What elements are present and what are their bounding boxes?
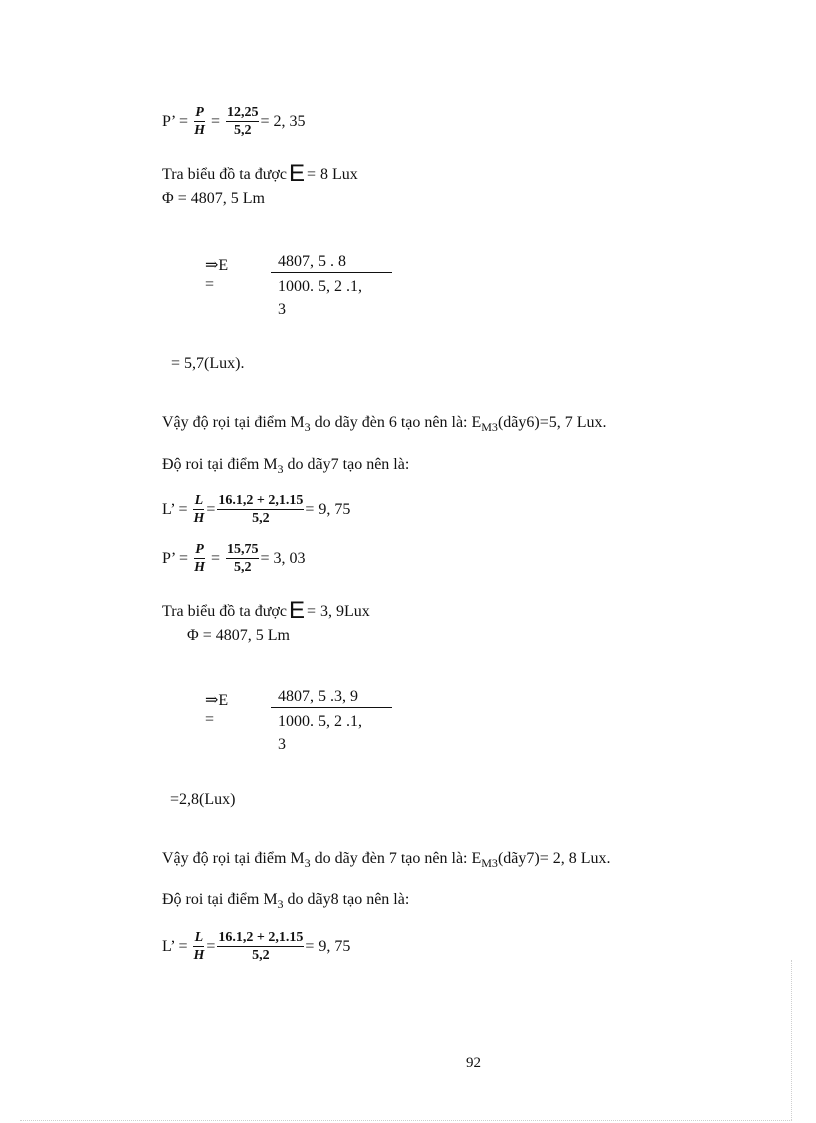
fraction-numerator: L [194, 493, 204, 508]
conclusion-row-7 [162, 849, 611, 868]
formula-result: = 9, 75 [305, 937, 351, 955]
fraction-numerator: 16.1,2 + 2,1.15 [218, 493, 304, 508]
page-number: 92 [466, 1055, 481, 1071]
fraction-value [217, 492, 304, 527]
page-edge-right [791, 960, 792, 1120]
lookup-text: Tra biểu đồ ta được [162, 166, 287, 183]
text-part: Độ roi tại điểm M [162, 456, 278, 473]
equals-sign: = [210, 549, 220, 567]
fraction-numerator: L [194, 930, 204, 945]
fraction-denominator: H [194, 560, 205, 575]
fraction-denominator: H [194, 123, 205, 138]
subscript: M3 [481, 856, 498, 870]
formula-numerator: 4807, 5 . 8 [278, 253, 346, 270]
formula-denominator-continued: 3 [278, 736, 286, 753]
fraction-denominator: 5,2 [233, 560, 252, 575]
chart-lookup-line-1 [162, 160, 358, 189]
formula-denominator-continued: 3 [278, 301, 286, 318]
formula-label: ⇒E = [205, 692, 229, 729]
formula-denominator: 1000. 5, 2 .1, [278, 278, 362, 295]
conclusion-row-6 [162, 413, 607, 432]
luminous-flux-line-2: Φ = 4807, 5 Lm [187, 627, 290, 644]
fraction-bar [271, 272, 392, 273]
fraction-denominator: 5,2 [252, 511, 270, 526]
text-part: (dãy6)=5, 7 Lux. [497, 414, 607, 431]
fraction-value [226, 104, 260, 139]
text-part: (dãy7)= 2, 8 Lux. [497, 850, 611, 867]
luminous-flux-line-1: Φ = 4807, 5 Lm [162, 190, 265, 207]
fraction-denominator: 5,2 [233, 123, 252, 138]
fraction-p-over-h [194, 541, 205, 576]
subscript: 3 [277, 462, 284, 476]
equals-sign: = [206, 500, 216, 518]
text-part: Vậy độ rọi tại điểm M [162, 850, 305, 867]
formula-lhs: L’ = [162, 500, 188, 518]
formula-lhs: L’ = [162, 937, 188, 955]
result-line-1: = 5,7(Lux). [171, 355, 245, 372]
fraction-numerator: 16.1,2 + 2,1.15 [218, 930, 304, 945]
fraction-numerator: P [195, 105, 204, 120]
text-part: do dãy8 tạo nên là: [283, 891, 410, 908]
text-part: do dãy đèn 7 tạo nên là: E [310, 850, 482, 867]
heading-row-8 [162, 890, 409, 909]
formula-numerator: 4807, 5 .3, 9 [278, 688, 358, 705]
text-part: do dãy7 tạo nên là: [283, 456, 410, 473]
heading-row-7 [162, 455, 409, 474]
formula-result: = 3, 03 [260, 549, 306, 567]
equals-sign: = [206, 937, 216, 955]
chart-lookup-line-2 [162, 597, 370, 626]
text-part: Vậy độ rọi tại điểm M [162, 414, 305, 431]
fraction-value [226, 541, 260, 576]
subscript: 3 [277, 897, 284, 911]
formula-l-ratio-8 [162, 929, 350, 964]
fraction-numerator: 12,25 [226, 105, 259, 120]
formula-p-ratio-7 [162, 541, 306, 576]
fraction-p-over-h [194, 104, 205, 139]
fraction-denominator: H [193, 511, 205, 526]
fraction-value [217, 929, 304, 964]
fraction-l-over-h [193, 929, 204, 964]
illuminance-symbol: E [288, 597, 305, 624]
lookup-value: = 3, 9Lux [306, 603, 370, 620]
fraction-numerator: P [195, 542, 204, 557]
subscript: 3 [304, 420, 311, 434]
formula-l-ratio-7 [162, 492, 350, 527]
formula-lhs: P’ = [162, 549, 189, 567]
text-part: do dãy đèn 6 tạo nên là: E [310, 414, 482, 431]
lookup-text: Tra biểu đồ ta được [162, 603, 287, 620]
illuminance-symbol: E [288, 160, 305, 187]
subscript: M3 [481, 420, 498, 434]
formula-lhs: P’ = [162, 112, 189, 130]
text-part: Độ roi tại điểm M [162, 891, 278, 908]
page-edge-bottom [20, 1120, 792, 1121]
formula-p-ratio-1 [162, 104, 306, 139]
fraction-l-over-h [193, 492, 204, 527]
formula-result: = 9, 75 [305, 500, 351, 518]
formula-result: = 2, 35 [260, 112, 306, 130]
fraction-numerator: 15,75 [226, 542, 259, 557]
fraction-bar [271, 707, 392, 708]
fraction-denominator: 5,2 [252, 948, 270, 963]
subscript: 3 [304, 856, 311, 870]
formula-denominator: 1000. 5, 2 .1, [278, 713, 362, 730]
fraction-denominator: H [193, 948, 205, 963]
equals-sign: = [210, 112, 220, 130]
formula-label: ⇒E = [205, 257, 229, 294]
result-line-2: =2,8(Lux) [170, 791, 236, 808]
lookup-value: = 8 Lux [306, 166, 358, 183]
